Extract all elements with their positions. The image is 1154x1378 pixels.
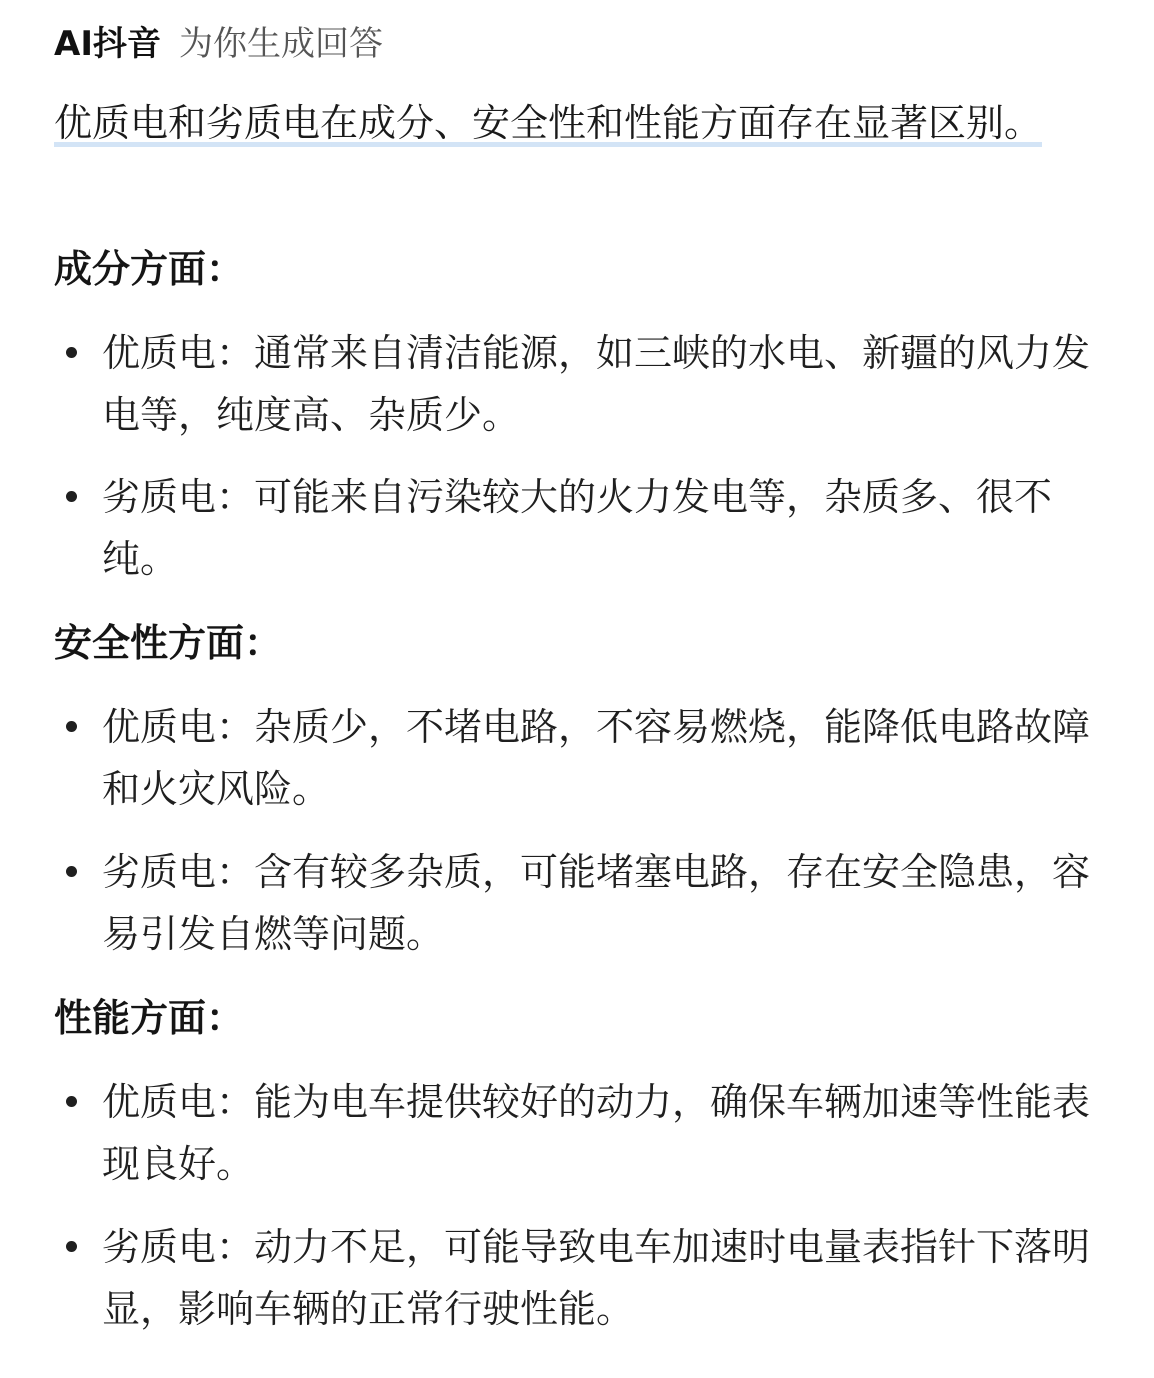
intro-paragraph xyxy=(54,92,1054,154)
header-subtitle: 为你生成回答 xyxy=(178,23,383,64)
bullet-dot-icon xyxy=(66,347,77,358)
list-item-text: 劣质电：可能来自污染较大的火力发电等，杂质多、很不纯。 xyxy=(102,475,1053,581)
section-title-performance: 性能方面： xyxy=(54,996,245,1040)
bullet-dot-icon xyxy=(66,1241,77,1252)
section-title-composition: 成分方面： xyxy=(54,247,245,291)
list-item-text: 劣质电：动力不足，可能导致电车加速时电量表指针下落明显，影响车辆的正常行驶性能。 xyxy=(102,1225,1091,1331)
list-item-text: 优质电：通常来自清洁能源，如三峡的水电、新疆的风力发电等，纯度高、杂质少。 xyxy=(102,331,1091,437)
bullet-dot-icon xyxy=(66,866,77,877)
section-title-safety: 安全性方面： xyxy=(54,621,283,665)
list-item-text: 优质电：杂质少，不堵电路，不容易燃烧，能降低电路故障和火灾风险。 xyxy=(102,705,1091,811)
bullet-dot-icon xyxy=(66,721,77,732)
list-item-text: 劣质电：含有较多杂质，可能堵塞电路，存在安全隐患，容易引发自燃等问题。 xyxy=(102,850,1091,956)
list-item-text: 优质电：能为电车提供较好的动力，确保车辆加速等性能表现良好。 xyxy=(102,1080,1091,1186)
answer-header xyxy=(54,14,383,66)
brand-label: AI抖音 xyxy=(54,23,161,64)
intro-text: 优质电和劣质电在成分、安全性和性能方面存在显著区别。 xyxy=(54,101,1043,145)
bullet-dot-icon xyxy=(66,1096,77,1107)
bullet-dot-icon xyxy=(66,491,77,502)
